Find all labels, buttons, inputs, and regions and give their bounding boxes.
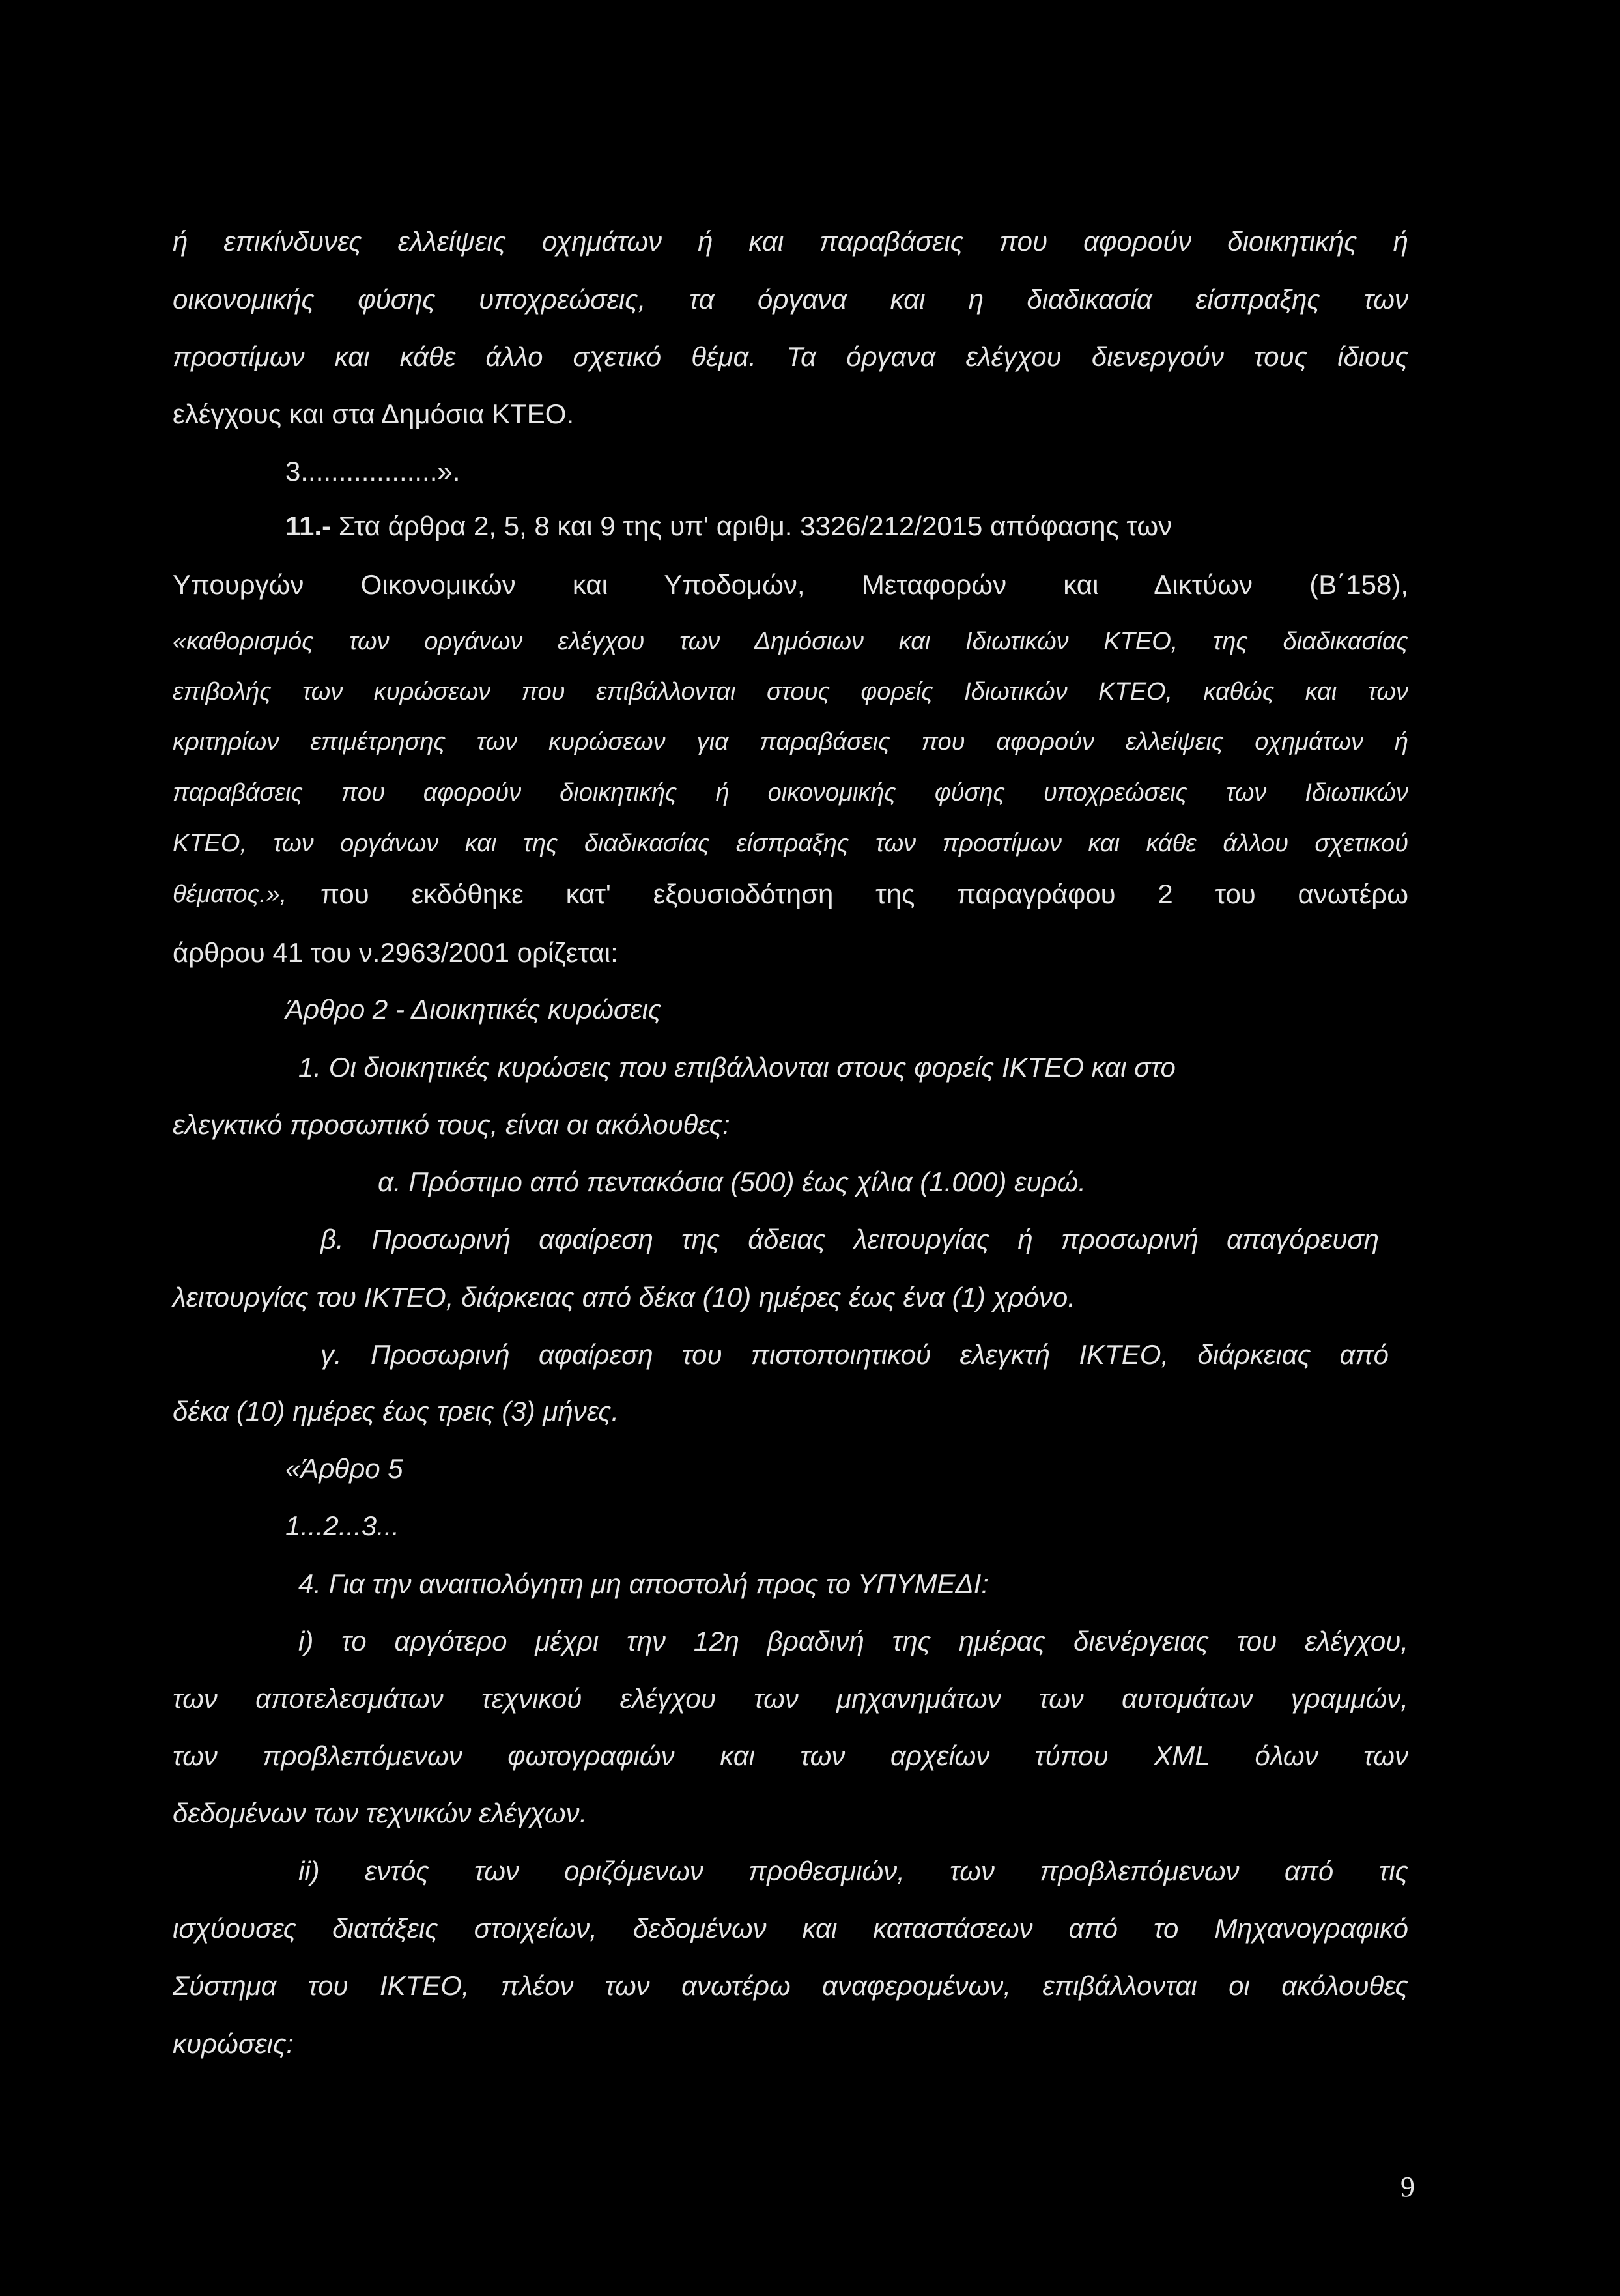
list-item: β. Προσωρινή αφαίρεση της άδειας λειτουργίας ή προσωρινή απαγόρευση [320, 1224, 1379, 1254]
paragraph-number: 11.- [285, 511, 332, 541]
text-line: που εκδόθηκε κατ' εξουσιοδότηση της παραγράφου 2 του ανωτέρω [320, 879, 1408, 909]
list-item: α. Πρόστιμο από πεντακόσια (500) έως χίλια (1.000) ευρώ. [378, 1167, 1087, 1197]
quoted-title-line: παραβάσεις που αφορούν διοικητικής ή οικονομικής φύσης υποχρεώσεις των Ιδιωτικών [173, 779, 1408, 806]
paragraph-11-line [285, 507, 1408, 546]
article-heading: «Άρθρο 5 [285, 1453, 403, 1484]
quoted-title-line: «καθορισμός των οργάνων ελέγχου των Δημόσιων και Ιδιωτικών ΚΤΕΟ, της διαδικασίας [173, 628, 1408, 655]
page-number: 9 [1400, 2171, 1415, 2203]
list-item: γ. Προσωρινή αφαίρεση του πιστοποιητικού ελεγκτή ΙΚΤΕΟ, διάρκειας από [320, 1339, 1389, 1370]
text-line: ελεγκτικό προσωπικό τους, είναι οι ακόλουθες: [173, 1109, 730, 1140]
text-line: 3..................». [285, 456, 461, 487]
text-line: κυρώσεις: [173, 2028, 294, 2059]
list-item: i) το αργότερο μέχρι την 12η βραδινή της ημέρας διενέργειας του ελέγχου, [298, 1626, 1408, 1656]
quoted-title-end: θέματος.», [173, 881, 287, 908]
text-line: λειτουργίας του ΙΚΤΕΟ, διάρκειας από δέκα (10) ημέρες έως ένα (1) χρόνο. [173, 1282, 1075, 1312]
text-line: ισχύουσες διατάξεις στοιχείων, δεδομένων και καταστάσεων από το Μηχανογραφικό [173, 1913, 1408, 1944]
text-line: Υπουργών Οικονομικών και Υποδομών, Μεταφορών και Δικτύων (Β΄158), [173, 569, 1408, 600]
list-item: ii) εντός των οριζόμενων προθεσμιών, των προβλεπόμενων από τις [298, 1856, 1408, 1886]
text-line: ή επικίνδυνες ελλείψεις οχημάτων ή και παραβάσεις που αφορούν διοικητικής ή [173, 226, 1408, 257]
text-line: των προβλεπόμενων φωτογραφιών και των αρχείων τύπου XML όλων των [173, 1740, 1408, 1771]
text-line: των αποτελεσμάτων τεχνικού ελέγχου των μηχανημάτων των αυτομάτων γραμμών, [173, 1683, 1408, 1714]
text-line: Στα άρθρα 2, 5, 8 και 9 της υπ' αριθμ. 3326/212/2015 απόφασης των [338, 511, 1172, 541]
text-line: δεδομένων των τεχνικών ελέγχων. [173, 1798, 588, 1828]
text-line: δέκα (10) ημέρες έως τρεις (3) μήνες. [173, 1396, 619, 1426]
quoted-title-line: κριτηρίων επιμέτρησης των κυρώσεων για παραβάσεις που αφορούν ελλείψεις οχημάτων ή [173, 728, 1408, 756]
article-heading: Άρθρο 2 - Διοικητικές κυρώσεις [285, 994, 662, 1025]
text-line: προστίμων και κάθε άλλο σχετικό θέμα. Τα όργανα ελέγχου διενεργούν τους ίδιους [173, 341, 1408, 372]
text-line: 1...2...3... [285, 1510, 400, 1541]
text-line: Σύστημα του ΙΚΤΕΟ, πλέον των ανωτέρω αναφερομένων, επιβάλλονται οι ακόλουθες [173, 1970, 1408, 2001]
quoted-title-line: επιβολής των κυρώσεων που επιβάλλονται στους φορείς Ιδιωτικών ΚΤΕΟ, καθώς και των [173, 678, 1408, 705]
quoted-title-line: ΚΤΕΟ, των οργάνων και της διαδικασίας είσπραξης των προστίμων και κάθε άλλου σχετικού [173, 830, 1408, 857]
text-line: 4. Για την αναιτιολόγητη μη αποστολή προς το ΥΠΥΜΕΔΙ: [298, 1568, 989, 1599]
text-line: 1. Οι διοικητικές κυρώσεις που επιβάλλονται στους φορείς ΙΚΤΕΟ και στο [298, 1052, 1176, 1083]
text-line: ελέγχους και στα Δημόσια ΚΤΕΟ. [173, 399, 575, 429]
text-line: άρθρου 41 του ν.2963/2001 ορίζεται: [173, 937, 618, 968]
text-line: οικονομικής φύσης υποχρεώσεις, τα όργανα και η διαδικασία είσπραξης των [173, 284, 1408, 315]
